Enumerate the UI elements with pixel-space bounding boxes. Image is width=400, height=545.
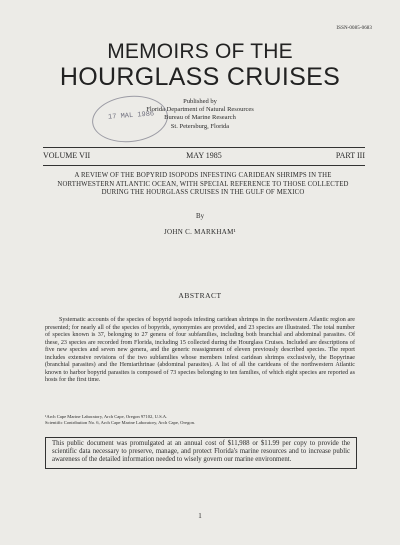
- abstract-heading: ABSTRACT: [178, 291, 222, 300]
- issue-date: MAY 1985: [186, 151, 222, 160]
- page-number: 1: [198, 512, 202, 520]
- footnotes: [45, 414, 355, 426]
- author-name: JOHN C. MARKHAM¹: [163, 228, 237, 236]
- part-label: PART III: [335, 151, 365, 160]
- bottom-rule: [43, 165, 365, 166]
- publisher-line: St. Petersburg, Florida: [170, 122, 230, 130]
- series-title-line2: HOURGLASS CRUISES: [59, 63, 341, 91]
- byline-by: By: [196, 213, 204, 220]
- series-title-line1: MEMOIRS OF THE: [107, 40, 293, 63]
- article-title: A REVIEW OF THE BOPYRID ISOPODS INFESTING CARIDEAN SHRIMPS IN THE NORTHWESTERN ATLANTIC OCEAN, WITH SPECIAL REFERENCE TO THOSE COLLECTED DURING THE HOURGLASS CRUISES IN THE GULF OF MEXICO: [57, 172, 349, 197]
- footnote-line: ¹Arch Cape Marine Laboratory, Arch Cape, Oregon 97102, U.S.A.: [45, 414, 168, 419]
- volume-label: VOLUME VII: [43, 151, 91, 160]
- footnote-line: Scientific Contribution No. 6, Arch Cape Marine Laboratory, Arch Cape, Oregon.: [45, 419, 196, 425]
- publisher-line: Florida Department of Natural Resources: [146, 106, 254, 114]
- issn-number: ISSN-0085-0683: [336, 26, 372, 31]
- publisher-line: Published by: [183, 98, 217, 105]
- stamp-date: 17 MAL 1986: [107, 110, 155, 122]
- top-rule: [43, 147, 365, 148]
- cost-notice-box: This public document was promulgated at an annual cost of $11,988 or $11.99 per copy to provide the scientific data necessary to preserve, manage, and protect Florida's marine resources and to increase public awareness of the detailed information needed to wisely govern our marine environment.: [45, 437, 357, 469]
- abstract-body: Systematic accounts of the species of bopyrid isopods infesting caridean shrimps in the northwestern Atlantic region are presented; for nearly all of the species of bopyrids, synonymies are provided, and 23 species are illustrated. The total number of species known is 37, belonging to 27 genera of four subfamilies, including both branchial and abdominal parasites. Of these, 23 species are recorded from Florida, including 15 collected during the Hourglass Cruises. Included are descriptions of five new species and seven new genera, and the generic reassignment of eleven previously described species. The report includes extensive revisions of the two subfamilies whose members infest caridean shrimps exclusively, the Bopyrinae (branchial parasites) and the Hemiarthrinae (abdominal parasites). A list of all the carideans of the northwestern Atlantic known to harbor bopyrid parasites is composed of 73 species belonging to ten families, of which eight species are reported as hosts for the first time.: [45, 317, 355, 384]
- publisher-line: Bureau of Marine Research: [164, 114, 236, 122]
- publisher-block: [0, 98, 400, 131]
